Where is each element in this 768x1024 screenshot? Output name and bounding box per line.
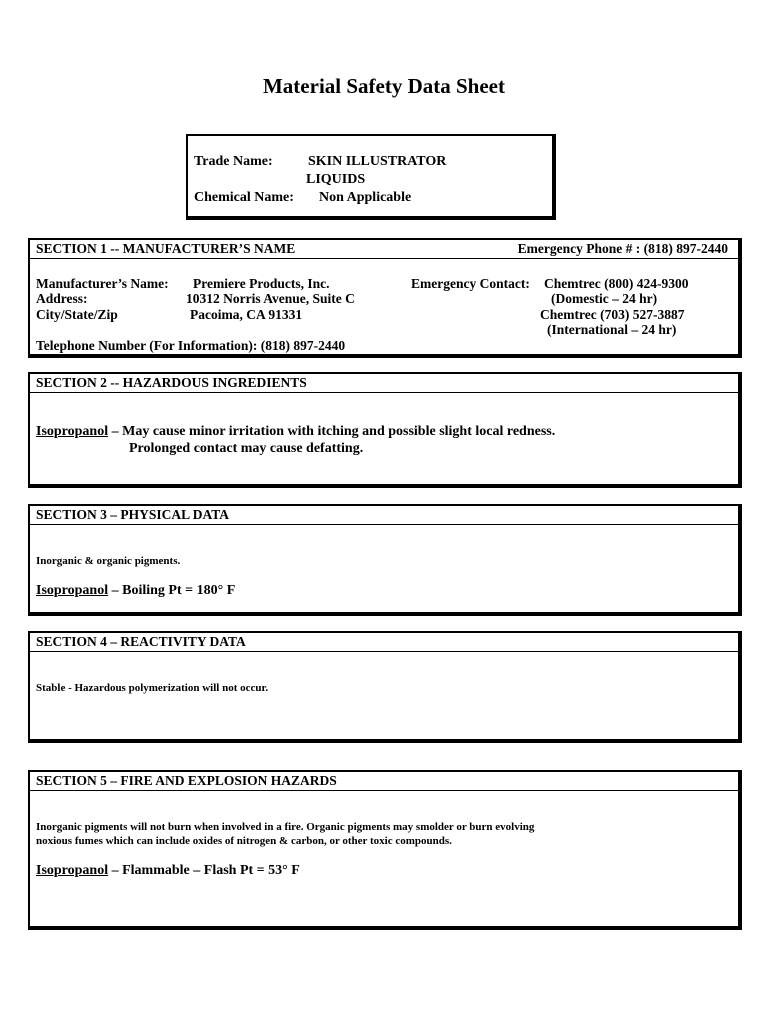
trade-name-box — [186, 134, 556, 220]
emergency-contact-label: Emergency Contact: — [411, 276, 530, 291]
telephone-info: Telephone Number (For Information): (818) 897-2440 — [36, 338, 346, 353]
section-1-header — [30, 240, 738, 259]
chemical-name-value: Non Applicable — [319, 190, 412, 205]
emergency-contact-line4: (International – 24 hr) — [547, 322, 677, 337]
section-4-note: Stable - Hazardous polymerization will not occur. — [36, 682, 269, 694]
emergency-contact-line3: Chemtrec (703) 527-3887 — [540, 307, 685, 322]
section-1-heading: SECTION 1 -- MANUFACTURER’S NAME — [36, 241, 296, 256]
section-2-line1 — [36, 424, 555, 440]
emergency-contact-line2: (Domestic – 24 hr) — [551, 291, 658, 306]
section-2-line1-text: – May cause minor irritation with itching and possible slight local redness. — [108, 424, 556, 439]
section-1-box — [28, 238, 742, 358]
address-value: 10312 Norris Avenue, Suite C — [186, 291, 355, 306]
section-2-heading: SECTION 2 -- HAZARDOUS INGREDIENTS — [36, 375, 307, 390]
section-3-line-text: – Boiling Pt = 180° F — [108, 583, 236, 598]
address-label: Address: — [36, 291, 88, 306]
chemical-name-label: Chemical Name: — [194, 190, 294, 205]
section-3-note: Inorganic & organic pigments. — [36, 555, 181, 567]
section-2-line2: Prolonged contact may cause defatting. — [129, 441, 364, 456]
emergency-phone: Emergency Phone # : (818) 897-2440 — [517, 241, 728, 256]
emergency-contact-line1: Chemtrec (800) 424-9300 — [544, 276, 689, 291]
section-5-box — [28, 770, 742, 930]
trade-name-value-line1: SKIN ILLUSTRATOR — [308, 154, 447, 169]
trade-name-label: Trade Name: — [194, 154, 273, 169]
chemical-name: Isopropanol — [36, 424, 109, 439]
section-2-box — [28, 372, 742, 488]
section-4-box — [28, 631, 742, 743]
section-5-note-line1: Inorganic pigments will not burn when involved in a fire. Organic pigments may smolder or burn evolving — [36, 821, 535, 833]
manufacturer-value: Premiere Products, Inc. — [193, 276, 330, 291]
section-3-line — [36, 583, 235, 599]
section-5-heading: SECTION 5 – FIRE AND EXPLOSION HAZARDS — [36, 773, 337, 788]
section-2-header — [30, 374, 738, 393]
section-3-heading: SECTION 3 – PHYSICAL DATA — [36, 507, 230, 522]
section-5-note-line2: noxious fumes which can include oxides of nitrogen & carbon, or other toxic compounds. — [36, 835, 452, 847]
section-5-line-text: – Flammable – Flash Pt = 53° F — [108, 863, 300, 878]
section-3-box — [28, 504, 742, 616]
chemical-name: Isopropanol — [36, 583, 109, 598]
page-title: Material Safety Data Sheet — [262, 74, 505, 98]
trade-name-value-line2: LIQUIDS — [306, 172, 366, 187]
manufacturer-label: Manufacturer’s Name: — [36, 276, 169, 291]
section-5-line — [36, 863, 300, 879]
city-state-zip-value: Pacoima, CA 91331 — [190, 307, 303, 322]
chemical-name: Isopropanol — [36, 863, 109, 878]
section-4-header — [30, 633, 738, 652]
section-5-header — [30, 772, 738, 791]
section-4-heading: SECTION 4 – REACTIVITY DATA — [36, 634, 246, 649]
section-3-header — [30, 506, 738, 525]
city-state-zip-label: City/State/Zip — [36, 307, 118, 322]
